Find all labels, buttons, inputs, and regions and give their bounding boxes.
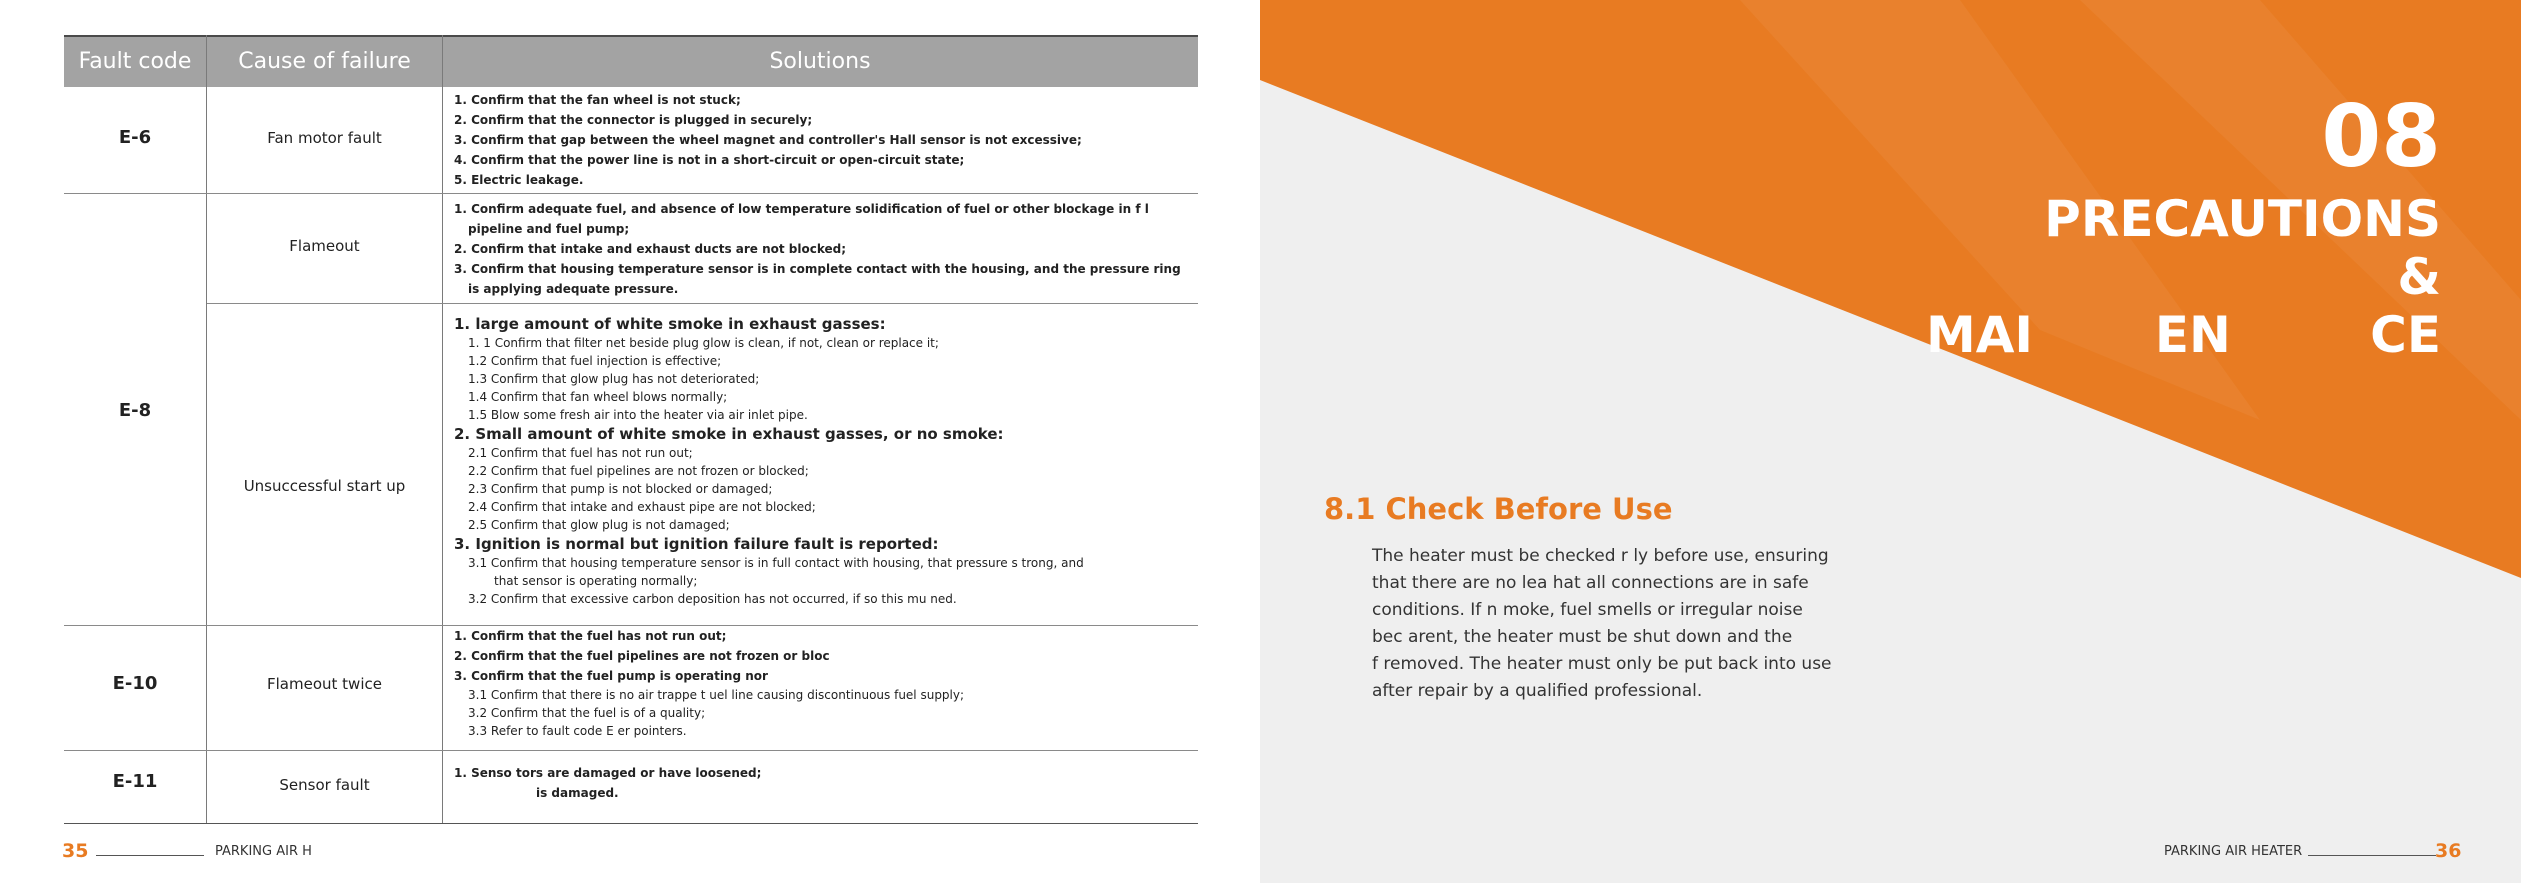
column-divider <box>206 35 207 824</box>
paragraph-line: bec arent, the heater must be shut down and the <box>1372 627 1793 647</box>
page-number: 36 <box>2435 840 2462 862</box>
section-title: 8.1 Check Before Use <box>1324 492 1673 526</box>
column-divider <box>442 35 443 824</box>
fault-code-e8: E-8 <box>118 400 152 421</box>
solution-line: is damaged. <box>536 786 619 800</box>
solution-line: 2.2 Confirm that fuel pipelines are not frozen or blocked; <box>468 464 809 478</box>
solution-line: 2. Confirm that intake and exhaust ducts are not blocked; <box>454 242 847 256</box>
table-header <box>64 35 1198 87</box>
right-page <box>1260 0 2521 883</box>
header-solutions: Solutions <box>769 49 871 74</box>
solution-line: 2. Confirm that the fuel pipelines are not frozen or bloc <box>454 649 830 663</box>
footer-title: PARKING AIR HEATER <box>2164 844 2303 859</box>
solution-line: 3.2 Confirm that the fuel is of a quality; <box>468 706 706 720</box>
solutions-flameout <box>454 199 1194 299</box>
paragraph-line: after repair by a qualified professional. <box>1372 681 1703 701</box>
section-paragraph <box>1372 543 1912 705</box>
footer-line <box>96 855 204 856</box>
solution-line: 1.2 Confirm that fuel injection is effective; <box>468 354 722 368</box>
footer-line <box>2308 855 2436 856</box>
solution-line: is applying adequate pressure. <box>468 282 679 296</box>
paragraph-line: conditions. If n moke, fuel smells or irregular noise <box>1372 600 1803 620</box>
solution-line: 1. Confirm that the fuel has not run out; <box>454 629 727 643</box>
row-divider <box>207 303 1198 304</box>
paragraph-line: The heater must be checked r ly before use, ensuring <box>1372 546 1829 566</box>
solution-heading: 3. Ignition is normal but ignition failure fault is reported: <box>454 535 939 553</box>
solution-line: 1. Confirm that the fan wheel is not stuck; <box>454 93 741 107</box>
fault-code-e11: E-11 <box>112 771 158 792</box>
solution-line: 3. Confirm that the fuel pump is operating nor <box>454 669 768 683</box>
solution-line: 3. Confirm that housing temperature sensor is in complete contact with the housing, and the pressure ring <box>454 262 1181 276</box>
header-cause: Cause of failure <box>238 49 411 74</box>
solution-line: 4. Confirm that the power line is not in a short-circuit or open-circuit state; <box>454 153 965 167</box>
paragraph-line: that there are no lea hat all connections are in safe <box>1372 573 1809 593</box>
solution-line: 1.3 Confirm that glow plug has not deteriorated; <box>468 372 760 386</box>
left-page <box>0 0 1260 883</box>
fault-code-e6: E-6 <box>118 127 152 148</box>
cause-unsuccessful-start: Unsuccessful start up <box>243 477 406 495</box>
cause-e6: Fan motor fault <box>267 129 382 147</box>
solution-line: 1. 1 Confirm that filter net beside plug glow is clean, if not, clean or replace it; <box>468 336 939 350</box>
table-bottom-border <box>64 823 1198 824</box>
solutions-e11 <box>454 763 1194 803</box>
chapter-title-line2: & <box>2397 248 2441 306</box>
chapter-title-line3: MAI EN CE <box>1925 306 2441 364</box>
cause-flameout: Flameout <box>289 237 360 255</box>
solution-line: 3.1 Confirm that there is no air trappe t uel line causing discontinuous fuel supply; <box>468 688 965 702</box>
solution-line: 2.1 Confirm that fuel has not run out; <box>468 446 693 460</box>
solution-line: 3.1 Confirm that housing temperature sensor is in full contact with housing, that pressure s trong, and <box>468 556 1084 570</box>
solution-line: that sensor is operating normally; <box>494 574 698 588</box>
solution-line: 2.5 Confirm that glow plug is not damaged; <box>468 518 730 532</box>
solution-line: 1.5 Blow some fresh air into the heater via air inlet pipe. <box>468 408 808 422</box>
solution-line: pipeline and fuel pump; <box>468 222 630 236</box>
solution-line: 5. Electric leakage. <box>454 173 584 187</box>
fault-code-e10: E-10 <box>112 673 158 694</box>
solution-line: 1. Confirm adequate fuel, and absence of low temperature solidification of fuel or other blockage in f l <box>454 202 1149 216</box>
paragraph-line: f removed. The heater must only be put back into use <box>1372 654 1832 674</box>
solution-line: 3.3 Refer to fault code E er pointers. <box>468 724 687 738</box>
solution-line: 2.4 Confirm that intake and exhaust pipe are not blocked; <box>468 500 816 514</box>
solutions-unsuccessful-start <box>454 314 1194 608</box>
footer-title: PARKING AIR H <box>215 844 312 859</box>
chapter-number: 08 <box>2321 87 2441 187</box>
solution-line: 3.2 Confirm that excessive carbon deposition has not occurred, if so this mu ned. <box>468 592 957 606</box>
solutions-e10 <box>454 626 1194 740</box>
solutions-e6 <box>454 90 1194 190</box>
solution-heading: 1. large amount of white smoke in exhaust gasses: <box>454 315 886 333</box>
solution-line: 3. Confirm that gap between the wheel magnet and controller's Hall sensor is not excessive; <box>454 133 1082 147</box>
row-divider <box>64 750 1198 751</box>
row-divider <box>64 193 1198 194</box>
cause-e11: Sensor fault <box>279 776 370 794</box>
solution-line: 1.4 Confirm that fan wheel blows normally; <box>468 390 728 404</box>
solution-line: 1. Senso tors are damaged or have loosened; <box>454 766 762 780</box>
solution-line: 2.3 Confirm that pump is not blocked or damaged; <box>468 482 773 496</box>
solution-heading: 2. Small amount of white smoke in exhaust gasses, or no smoke: <box>454 425 1004 443</box>
chapter-title-line1: PRECAUTIONS <box>2044 190 2441 248</box>
cause-e10: Flameout twice <box>267 675 382 693</box>
header-fault-code: Fault code <box>78 49 192 74</box>
solution-line: 2. Confirm that the connector is plugged in securely; <box>454 113 813 127</box>
page-number: 35 <box>62 840 89 862</box>
